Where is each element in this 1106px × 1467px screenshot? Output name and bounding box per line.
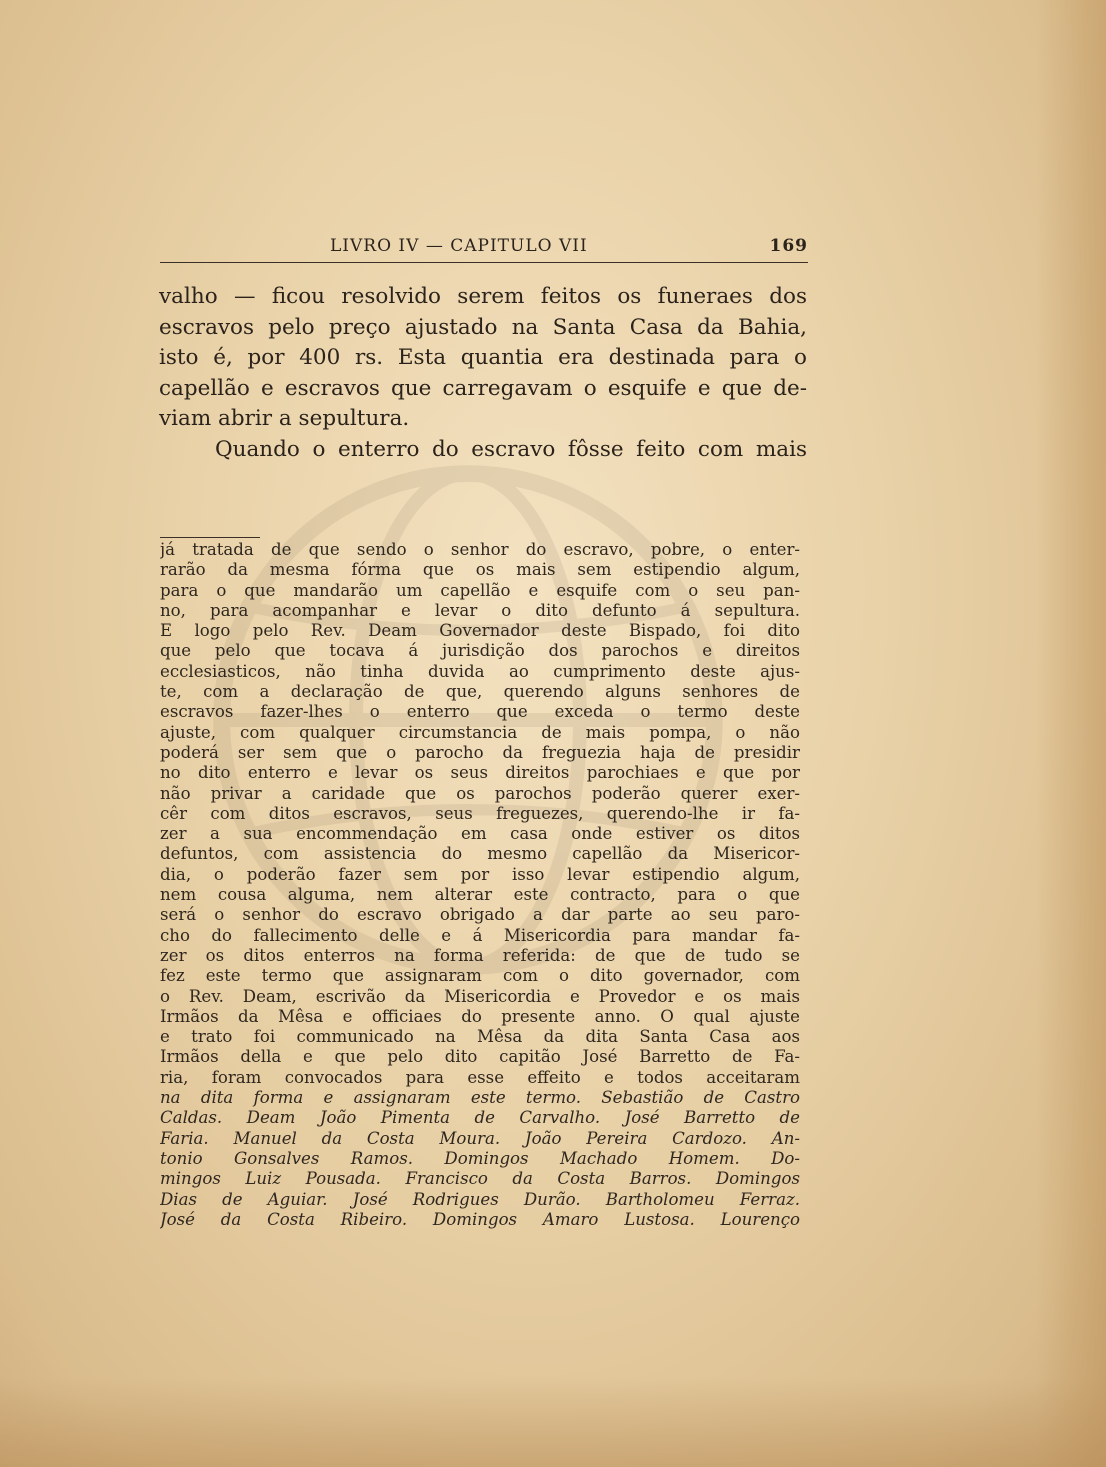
footnote-line: zer os ditos enterros na forma referida: de que de tudo se	[160, 945, 800, 965]
footnote-line: para o que mandarão um capellão e esquife com o seu pan-	[160, 580, 800, 600]
footnote-line: Irmãos da Mêsa e officiaes do presente anno. O qual ajuste	[160, 1006, 800, 1026]
footnote-line: no, para acompanhar e levar o dito defunto á sepultura.	[160, 600, 800, 620]
footnote-line: ria, foram convocados para esse effeito e todos acceitaram	[160, 1067, 800, 1087]
footnote-line: mingos Luiz Pousada. Francisco da Costa Barros. Domingos	[160, 1169, 800, 1189]
footnote-line: cho do fallecimento delle e á Misericordia para mandar fa-	[160, 925, 800, 945]
body-line: capellão e escravos que carregavam o esquife e que de-	[159, 375, 807, 401]
footnote-line: dia, o poderão fazer sem por isso levar estipendio algum,	[160, 864, 800, 884]
running-head	[160, 232, 808, 263]
body-line: valho — ficou resolvido serem feitos os funeraes dos	[159, 284, 807, 309]
body-line: escravos pelo preço ajustado na Santa Casa da Bahia,	[159, 314, 807, 340]
footnote-line: no dito enterro e levar os seus direitos parochiaes e que por	[160, 763, 800, 783]
page-edge-shadow-bottom	[0, 1377, 1106, 1467]
footnote-line: ajuste, com qualquer circumstancia de mais pompa, o não	[160, 722, 800, 742]
footnote-line: tonio Gonsalves Ramos. Domingos Machado Homem. Do-	[160, 1148, 800, 1168]
footnote-line: Irmãos della e que pelo dito capitão José Barretto de Fa-	[160, 1047, 800, 1067]
footnote-line: não privar a caridade que os parochos poderão querer exer-	[160, 783, 800, 803]
footnote-line: fez este termo que assignaram com o dito governador, com	[160, 966, 800, 986]
footnote-line: Caldas. Deam João Pimenta de Carvalho. José Barretto de	[160, 1108, 800, 1128]
footnote-line: defuntos, com assistencia do mesmo capellão da Misericor-	[160, 844, 800, 864]
footnote-line: e trato foi communicado na Mêsa da dita Santa Casa aos	[160, 1027, 800, 1047]
footnote-line: zer a sua encommendação em casa onde estiver os ditos	[160, 824, 800, 844]
body-line: viam abrir a sepultura.	[159, 406, 410, 431]
page-edge-shadow-right	[1036, 0, 1106, 1467]
running-head-title: LIVRO IV — CAPITULO VII	[330, 236, 588, 256]
footnote-line: rarão da mesma fórma que os mais sem estipendio algum,	[160, 560, 800, 580]
footnote-line: ecclesiasticos, não tinha duvida ao cumprimento deste ajus-	[160, 661, 800, 681]
footnote-line: escravos fazer-lhes o enterro que exceda o termo deste	[160, 702, 800, 722]
footnote-line: José da Costa Ribeiro. Domingos Amaro Lustosa. Lourenço	[160, 1209, 800, 1229]
footnote-line: será o senhor do escravo obrigado a dar parte ao seu paro-	[160, 905, 800, 925]
footnote-line: nem cousa alguma, nem alterar este contracto, para o que	[160, 885, 800, 905]
footnote-line: E logo pelo Rev. Deam Governador deste Bispado, foi dito	[160, 621, 800, 641]
footnote-line: Dias de Aguiar. José Rodrigues Durão. Bartholomeu Ferraz.	[160, 1189, 800, 1209]
footnote-line: poderá ser sem que o parocho da freguezia haja de presidir	[160, 742, 800, 762]
footnote-line: cêr com ditos escravos, seus freguezes, querendo-lhe ir fa-	[160, 803, 800, 823]
footnote-line: já tratada de que sendo o senhor do escravo, pobre, o enter-	[160, 540, 800, 559]
body-line: isto é, por 400 rs. Esta quantia era destinada para o	[159, 345, 807, 370]
body-paragraph-start: Quando o enterro do escravo fôsse feito com mais	[215, 436, 807, 462]
page-number: 169	[769, 236, 808, 256]
footnote-line: o Rev. Deam, escrivão da Misericordia e Provedor e os mais	[160, 986, 800, 1006]
footnote-line: na dita forma e assignaram este termo. Sebastião de Castro	[160, 1088, 800, 1108]
footnote	[160, 540, 800, 1230]
footnote-line: que pelo que tocava á jurisdição dos parochos e direitos	[160, 641, 800, 661]
footnote-line: te, com a declaração de que, querendo alguns senhores de	[160, 682, 800, 702]
footnote-line: Faria. Manuel da Costa Moura. João Pereira Cardozo. An-	[160, 1128, 800, 1148]
footnote-rule	[160, 537, 260, 538]
body-text	[159, 282, 807, 465]
